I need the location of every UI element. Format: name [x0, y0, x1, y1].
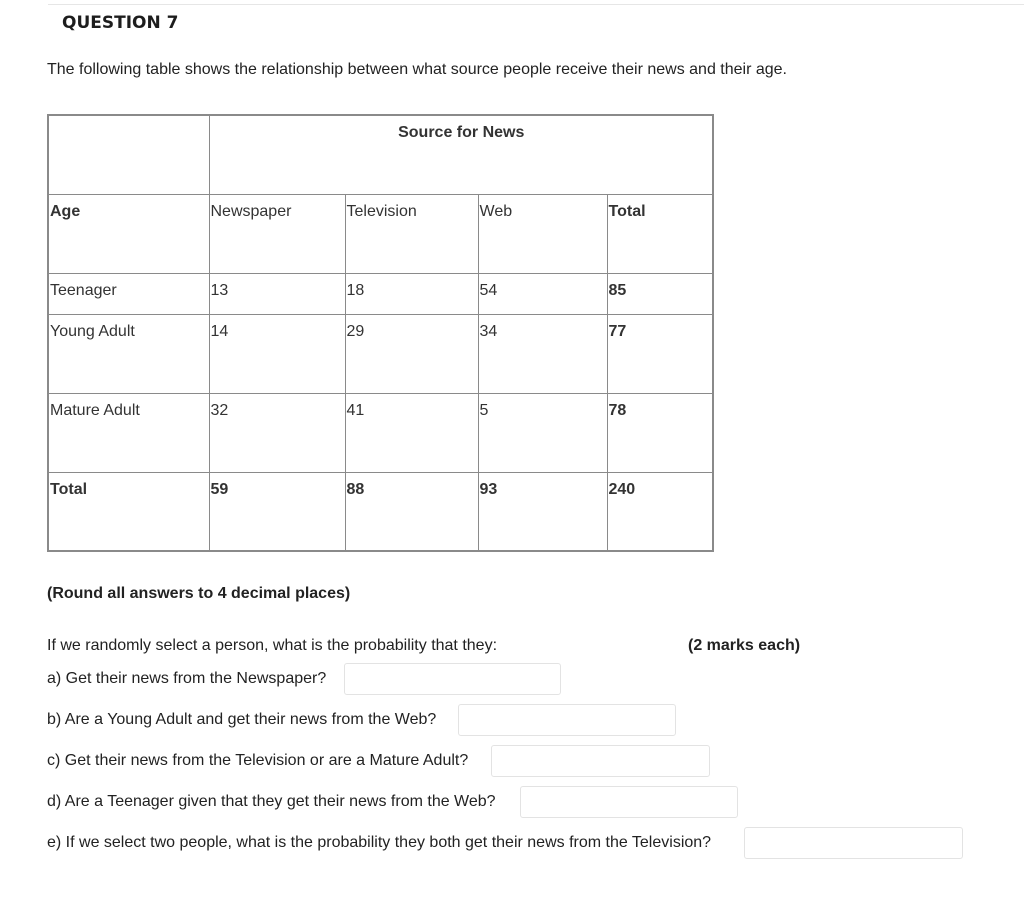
- part-c-answer-input[interactable]: [491, 745, 710, 777]
- part-a-answer-input[interactable]: [344, 663, 561, 695]
- cell-television: 18: [345, 273, 478, 314]
- question-title: QUESTION 7: [62, 13, 179, 33]
- cell-newspaper: 13: [209, 273, 345, 314]
- part-d-label: d) Are a Teenager given that they get their news from the Web?: [47, 793, 496, 810]
- table-row: [48, 314, 713, 393]
- row-label: Teenager: [48, 273, 209, 314]
- row-label: Mature Adult: [48, 393, 209, 472]
- part-e-label: e) If we select two people, what is the probability they both get their news from the Television?: [47, 834, 712, 851]
- part-d-answer-input[interactable]: [520, 786, 738, 818]
- table-row: [48, 273, 713, 314]
- cell-total: 240: [607, 472, 713, 551]
- cell-television: 41: [345, 393, 478, 472]
- row-label: Young Adult: [48, 314, 209, 393]
- cell-web: 34: [478, 314, 607, 393]
- cell-newspaper: 14: [209, 314, 345, 393]
- cell-web: 93: [478, 472, 607, 551]
- news-source-table: [47, 114, 714, 552]
- rounding-instruction: (Round all answers to 4 decimal places): [47, 585, 351, 602]
- col-header-web: Web: [478, 194, 607, 273]
- col-header-age: Age: [48, 194, 209, 273]
- table-header-row-group: [48, 115, 713, 194]
- question-intro: The following table shows the relationship between what source people receive their news and their age.: [47, 61, 787, 78]
- part-a-label: a) Get their news from the Newspaper?: [47, 670, 327, 687]
- table-column-header-row: [48, 194, 713, 273]
- cell-total: 85: [607, 273, 713, 314]
- row-label: Total: [48, 472, 209, 551]
- part-b-answer-input[interactable]: [458, 704, 676, 736]
- cell-web: 54: [478, 273, 607, 314]
- cell-total: 77: [607, 314, 713, 393]
- cell-television: 29: [345, 314, 478, 393]
- cell-newspaper: 32: [209, 393, 345, 472]
- col-header-total: Total: [607, 194, 713, 273]
- part-b-label: b) Are a Young Adult and get their news from the Web?: [47, 711, 437, 728]
- marks-note: (2 marks each): [688, 637, 801, 654]
- part-e-answer-input[interactable]: [744, 827, 963, 859]
- source-for-news-header: Source for News: [209, 115, 713, 194]
- cell-total: 78: [607, 393, 713, 472]
- cell-newspaper: 59: [209, 472, 345, 551]
- col-header-newspaper: Newspaper: [209, 194, 345, 273]
- table-corner-cell: [48, 115, 209, 194]
- cell-television: 88: [345, 472, 478, 551]
- probability-prompt: If we randomly select a person, what is the probability that they:: [47, 637, 498, 654]
- table-row: [48, 393, 713, 472]
- part-c-label: c) Get their news from the Television or are a Mature Adult?: [47, 752, 469, 769]
- top-divider: [48, 4, 1024, 5]
- cell-web: 5: [478, 393, 607, 472]
- table-total-row: [48, 472, 713, 551]
- col-header-television: Television: [345, 194, 478, 273]
